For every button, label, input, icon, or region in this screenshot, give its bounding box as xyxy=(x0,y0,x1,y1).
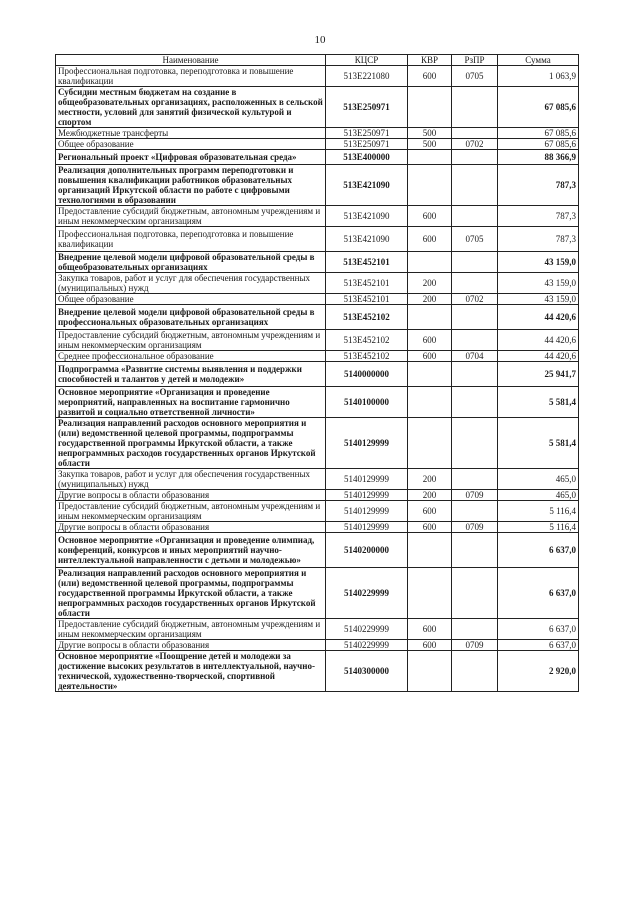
row-name: Другие вопросы в области образования xyxy=(56,522,326,533)
row-name: Предоставление субсидий бюджетным, автономным учреждениям и иным некоммерческим организациям xyxy=(56,619,326,640)
table-row xyxy=(56,568,579,619)
row-kcsr: 5140100000 xyxy=(326,387,408,418)
row-kvr: 600 xyxy=(408,501,452,522)
row-sum: 6 637,0 xyxy=(498,640,579,651)
row-kvr: 200 xyxy=(408,294,452,305)
header-kcsr: КЦСР xyxy=(326,55,408,66)
row-rzpr: 0709 xyxy=(452,490,498,501)
row-kcsr: 513E421090 xyxy=(326,206,408,227)
row-name: Другие вопросы в области образования xyxy=(56,490,326,501)
row-name: Предоставление субсидий бюджетным, автономным учреждениям и иным некоммерческим организациям xyxy=(56,330,326,351)
row-kvr: 600 xyxy=(408,66,452,87)
row-name: Закупка товаров, работ и услуг для обеспечения государственных (муниципальных) нужд xyxy=(56,273,326,294)
row-rzpr xyxy=(452,273,498,294)
header-name: Наименование xyxy=(56,55,326,66)
row-rzpr xyxy=(452,252,498,273)
row-sum: 5 116,4 xyxy=(498,501,579,522)
table-body xyxy=(56,66,579,692)
table-row xyxy=(56,150,579,165)
row-kcsr: 5140229999 xyxy=(326,568,408,619)
row-sum: 787,3 xyxy=(498,206,579,227)
row-name: Профессиональная подготовка, переподготовка и повышение квалификации xyxy=(56,227,326,252)
row-kvr xyxy=(408,165,452,206)
row-sum: 44 420,6 xyxy=(498,305,579,330)
row-kcsr: 513E452101 xyxy=(326,273,408,294)
row-sum: 88 366,9 xyxy=(498,150,579,165)
row-kvr: 600 xyxy=(408,330,452,351)
table-row xyxy=(56,387,579,418)
table-row xyxy=(56,227,579,252)
row-sum: 5 581,4 xyxy=(498,387,579,418)
row-kvr: 500 xyxy=(408,139,452,150)
row-kvr: 600 xyxy=(408,640,452,651)
row-sum: 6 637,0 xyxy=(498,533,579,568)
table-row xyxy=(56,351,579,362)
row-kvr: 600 xyxy=(408,619,452,640)
row-sum: 787,3 xyxy=(498,227,579,252)
table-row xyxy=(56,490,579,501)
row-kcsr: 513E452102 xyxy=(326,351,408,362)
row-rzpr xyxy=(452,418,498,469)
row-sum: 2 920,0 xyxy=(498,651,579,692)
row-kcsr: 513E221080 xyxy=(326,66,408,87)
row-kvr xyxy=(408,150,452,165)
table-row xyxy=(56,206,579,227)
row-kvr: 200 xyxy=(408,273,452,294)
table-row xyxy=(56,522,579,533)
row-kcsr: 513E421090 xyxy=(326,165,408,206)
row-kcsr: 5140229999 xyxy=(326,640,408,651)
row-sum: 6 637,0 xyxy=(498,619,579,640)
row-kvr xyxy=(408,387,452,418)
row-kvr xyxy=(408,418,452,469)
table-row xyxy=(56,651,579,692)
row-sum: 43 159,0 xyxy=(498,252,579,273)
row-rzpr xyxy=(452,362,498,387)
row-sum: 465,0 xyxy=(498,490,579,501)
row-kcsr: 5140129999 xyxy=(326,490,408,501)
row-name: Региональный проект «Цифровая образовательная среда» xyxy=(56,150,326,165)
row-kvr: 600 xyxy=(408,227,452,252)
row-rzpr: 0705 xyxy=(452,227,498,252)
row-name: Предоставление субсидий бюджетным, автономным учреждениям и иным некоммерческим организациям xyxy=(56,501,326,522)
row-kcsr: 5140200000 xyxy=(326,533,408,568)
row-rzpr: 0704 xyxy=(452,351,498,362)
row-rzpr xyxy=(452,206,498,227)
row-kvr xyxy=(408,568,452,619)
row-rzpr xyxy=(452,330,498,351)
row-name: Основное мероприятие «Организация и проведение олимпиад, конференций, конкурсов и иных мероприятий научно-интеллектуальной направленности с детьми и молодежью» xyxy=(56,533,326,568)
table-header-row xyxy=(56,55,579,66)
row-rzpr xyxy=(452,128,498,139)
page-number: 10 xyxy=(314,34,326,46)
row-rzpr xyxy=(452,87,498,128)
row-kcsr: 5140129999 xyxy=(326,418,408,469)
row-rzpr: 0702 xyxy=(452,294,498,305)
table-row xyxy=(56,469,579,490)
row-name: Основное мероприятие «Организация и проведение мероприятий, направленных на воспитание гармонично развитой и социально ответственной личности» xyxy=(56,387,326,418)
table-row xyxy=(56,252,579,273)
table-row xyxy=(56,66,579,87)
row-rzpr xyxy=(452,150,498,165)
budget-table xyxy=(55,54,579,692)
row-rzpr xyxy=(452,165,498,206)
row-name: Предоставление субсидий бюджетным, автономным учреждениям и иным некоммерческим организациям xyxy=(56,206,326,227)
header-sum: Сумма xyxy=(498,55,579,66)
row-kvr xyxy=(408,362,452,387)
row-kcsr: 5140000000 xyxy=(326,362,408,387)
row-rzpr: 0709 xyxy=(452,522,498,533)
row-rzpr xyxy=(452,501,498,522)
table-row xyxy=(56,418,579,469)
row-sum: 67 085,6 xyxy=(498,87,579,128)
row-name: Внедрение целевой модели цифровой образовательной среды в профессиональных образовательных организациях xyxy=(56,305,326,330)
row-name: Профессиональная подготовка, переподготовка и повышение квалификации xyxy=(56,66,326,87)
table-row xyxy=(56,330,579,351)
row-rzpr xyxy=(452,651,498,692)
row-sum: 43 159,0 xyxy=(498,273,579,294)
row-sum: 43 159,0 xyxy=(498,294,579,305)
row-rzpr xyxy=(452,305,498,330)
row-kvr: 600 xyxy=(408,206,452,227)
row-kcsr: 513E452101 xyxy=(326,252,408,273)
row-kvr xyxy=(408,651,452,692)
row-rzpr: 0709 xyxy=(452,640,498,651)
row-kcsr: 5140229999 xyxy=(326,619,408,640)
row-kcsr: 513E250971 xyxy=(326,128,408,139)
row-sum: 6 637,0 xyxy=(498,568,579,619)
table-row xyxy=(56,294,579,305)
row-sum: 465,0 xyxy=(498,469,579,490)
row-name: Внедрение целевой модели цифровой образовательной среды в общеобразовательных организациях xyxy=(56,252,326,273)
row-sum: 67 085,6 xyxy=(498,128,579,139)
row-kcsr: 513E400000 xyxy=(326,150,408,165)
row-kvr: 500 xyxy=(408,128,452,139)
row-sum: 787,3 xyxy=(498,165,579,206)
row-rzpr xyxy=(452,533,498,568)
row-sum: 1 063,9 xyxy=(498,66,579,87)
header-kvr: КВР xyxy=(408,55,452,66)
table-row xyxy=(56,501,579,522)
row-rzpr xyxy=(452,387,498,418)
row-kcsr: 513E250971 xyxy=(326,139,408,150)
row-sum: 44 420,6 xyxy=(498,330,579,351)
row-name: Другие вопросы в области образования xyxy=(56,640,326,651)
row-name: Среднее профессиональное образование xyxy=(56,351,326,362)
row-sum: 5 581,4 xyxy=(498,418,579,469)
row-kvr: 200 xyxy=(408,490,452,501)
table-row xyxy=(56,362,579,387)
row-name: Общее образование xyxy=(56,139,326,150)
row-sum: 44 420,6 xyxy=(498,351,579,362)
row-name: Подпрограмма «Развитие системы выявления и поддержки способностей и талантов у детей и молодежи» xyxy=(56,362,326,387)
table-row xyxy=(56,640,579,651)
row-name: Общее образование xyxy=(56,294,326,305)
row-sum: 25 941,7 xyxy=(498,362,579,387)
row-kvr: 600 xyxy=(408,522,452,533)
table-row xyxy=(56,165,579,206)
row-kcsr: 5140129999 xyxy=(326,469,408,490)
row-name: Реализация направлений расходов основного мероприятия и (или) ведомственной целевой программы, подпрограммы государственной программы Иркутской области, а также непрограммных расходов государственных органов Иркутской области xyxy=(56,418,326,469)
row-rzpr: 0705 xyxy=(452,66,498,87)
row-kcsr: 513E452101 xyxy=(326,294,408,305)
header-rzpr: РзПР xyxy=(452,55,498,66)
row-kvr xyxy=(408,533,452,568)
row-kvr xyxy=(408,87,452,128)
row-name: Межбюджетные трансферты xyxy=(56,128,326,139)
row-kcsr: 513E250971 xyxy=(326,87,408,128)
table-row xyxy=(56,533,579,568)
row-kcsr: 5140129999 xyxy=(326,522,408,533)
row-rzpr: 0702 xyxy=(452,139,498,150)
row-kvr: 600 xyxy=(408,351,452,362)
row-kcsr: 5140129999 xyxy=(326,501,408,522)
table-row xyxy=(56,87,579,128)
table-row xyxy=(56,619,579,640)
row-kcsr: 513E452102 xyxy=(326,305,408,330)
row-sum: 5 116,4 xyxy=(498,522,579,533)
row-kvr xyxy=(408,252,452,273)
row-name: Субсидии местным бюджетам на создание в общеобразовательных организациях, расположенных в сельской местности, условий для занятий физической культурой и спортом xyxy=(56,87,326,128)
row-sum: 67 085,6 xyxy=(498,139,579,150)
row-name: Реализация дополнительных программ переподготовки и повышения квалификации работников образовательных организаций Иркутской области по работе с цифровыми технологиями в образовании xyxy=(56,165,326,206)
row-rzpr xyxy=(452,469,498,490)
row-name: Реализация направлений расходов основного мероприятия и (или) ведомственной целевой программы, подпрограммы государственной программы Иркутской области, а также непрограммных расходов государственных органов Иркутской области xyxy=(56,568,326,619)
row-name: Закупка товаров, работ и услуг для обеспечения государственных (муниципальных) нужд xyxy=(56,469,326,490)
table-row xyxy=(56,273,579,294)
table-row xyxy=(56,139,579,150)
row-kcsr: 513E452102 xyxy=(326,330,408,351)
row-rzpr xyxy=(452,619,498,640)
row-rzpr xyxy=(452,568,498,619)
row-name: Основное мероприятие «Поощрение детей и молодежи за достижение высоких результатов в интеллектуальной, научно-технической, художественно-творческой, спортивной деятельности» xyxy=(56,651,326,692)
row-kcsr: 5140300000 xyxy=(326,651,408,692)
row-kvr xyxy=(408,305,452,330)
row-kcsr: 513E421090 xyxy=(326,227,408,252)
table-row xyxy=(56,128,579,139)
table-row xyxy=(56,305,579,330)
row-kvr: 200 xyxy=(408,469,452,490)
